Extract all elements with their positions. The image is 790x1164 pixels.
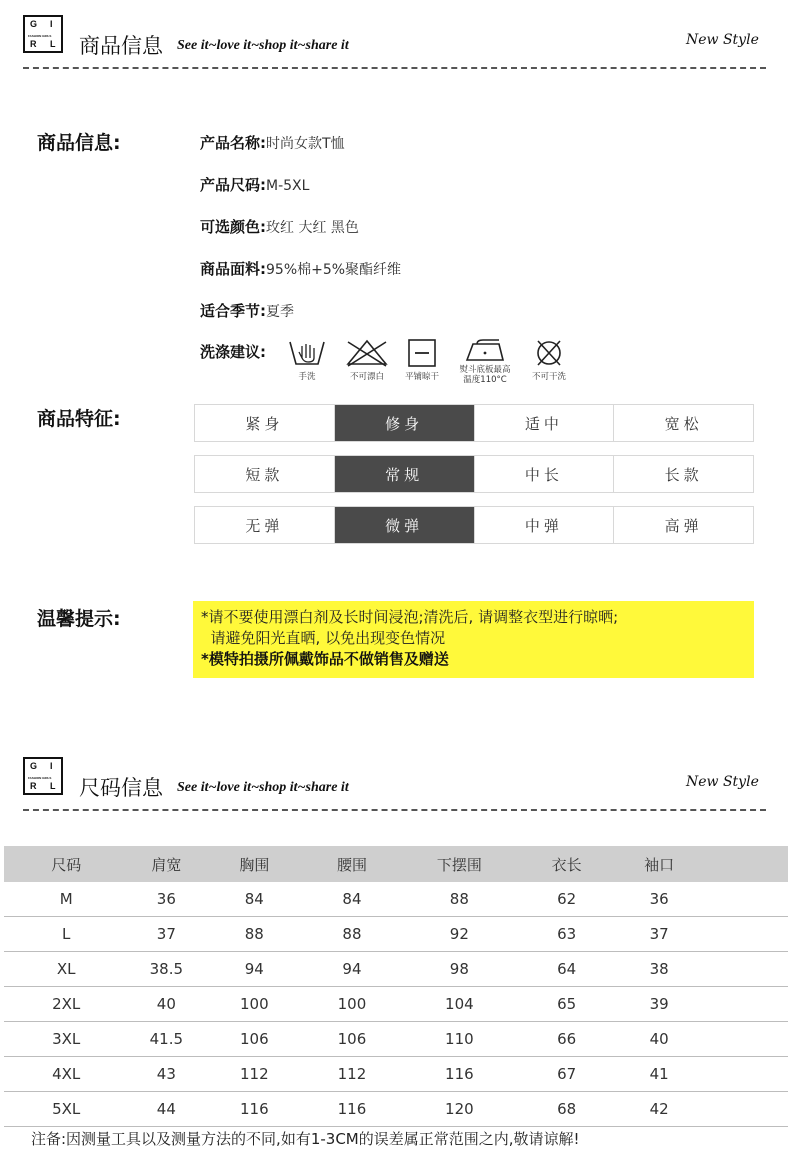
feature-option-selected: 修身 (335, 405, 475, 441)
table-cell: 88 (304, 917, 399, 952)
col-length: 衣长 (519, 846, 614, 882)
table-row (4, 917, 788, 952)
table-cell: 38.5 (128, 952, 204, 987)
table-cell: 2XL (4, 987, 128, 1022)
table-cell: 36 (614, 882, 704, 917)
section-title: 尺码信息 (79, 776, 163, 800)
new-style-mark: New Style (686, 32, 759, 48)
table-cell: 43 (128, 1057, 204, 1092)
table-cell: 104 (400, 987, 520, 1022)
table-cell: 39 (614, 987, 704, 1022)
tips-box (193, 601, 754, 678)
table-cell: 4XL (4, 1057, 128, 1092)
no-dry-clean-icon (533, 338, 565, 368)
section-title: 商品信息 (79, 34, 163, 58)
size-table (4, 846, 788, 1127)
table-cell: 3XL (4, 1022, 128, 1057)
brand-logo: G I FASHION GIRLS R L (23, 15, 63, 53)
care-flat-dry: 平铺晾干 (397, 338, 447, 382)
table-cell: 84 (304, 882, 399, 917)
table-cell: 94 (304, 952, 399, 987)
table-cell: 42 (614, 1092, 704, 1127)
table-cell: 88 (400, 882, 520, 917)
info-row-name: 产品名称:时尚女款T恤 (200, 134, 345, 152)
col-hem: 下摆围 (400, 846, 520, 882)
feature-option-selected: 微弹 (335, 507, 475, 543)
feature-option: 紧身 (195, 405, 335, 441)
table-cell: 68 (519, 1092, 614, 1127)
col-bust: 胸围 (204, 846, 304, 882)
table-cell: 116 (304, 1092, 399, 1127)
table-cell: 41 (614, 1057, 704, 1092)
brand-logo: G I FASHION GIRLS R L (23, 757, 63, 795)
table-cell: 120 (400, 1092, 520, 1127)
hand-wash-icon (288, 338, 326, 368)
care-iron: 熨斗底板最高 温度110°C (454, 338, 516, 385)
table-cell: 40 (614, 1022, 704, 1057)
table-cell: 110 (400, 1022, 520, 1057)
col-cuff: 袖口 (614, 846, 704, 882)
table-row (4, 952, 788, 987)
info-heading: 商品信息: (37, 132, 121, 154)
table-cell: 116 (400, 1057, 520, 1092)
feature-option: 中长 (475, 456, 615, 492)
col-shoulder: 肩宽 (128, 846, 204, 882)
section-divider (23, 67, 766, 69)
table-cell: 67 (519, 1057, 614, 1092)
feature-option: 适中 (475, 405, 615, 441)
table-row (4, 987, 788, 1022)
care-no-bleach: 不可漂白 (341, 338, 393, 382)
table-cell: 92 (400, 917, 520, 952)
info-row-color: 可选颜色:玫红 大红 黑色 (200, 218, 359, 236)
flat-dry-icon (406, 338, 438, 368)
table-cell: 65 (519, 987, 614, 1022)
table-row (4, 1057, 788, 1092)
feature-row-fit (194, 404, 754, 442)
feature-option: 高弹 (664, 516, 703, 535)
slogan: See it~love it~shop it~share it (177, 38, 349, 53)
col-waist: 腰围 (304, 846, 399, 882)
table-cell: 84 (204, 882, 304, 917)
table-header-row (4, 846, 788, 882)
iron-icon (463, 338, 507, 362)
info-row-fabric: 商品面料:95%棉+5%聚酯纤维 (200, 260, 402, 278)
table-cell: 94 (204, 952, 304, 987)
table-cell: 106 (304, 1022, 399, 1057)
care-no-dry-clean: 不可干洗 (524, 338, 574, 382)
table-row (4, 1092, 788, 1127)
table-row (4, 1022, 788, 1057)
table-cell: 36 (128, 882, 204, 917)
table-cell: M (4, 882, 128, 917)
features-heading: 商品特征: (37, 408, 121, 430)
feature-option: 短款 (195, 456, 335, 492)
table-cell: 63 (519, 917, 614, 952)
care-hand-wash: 手洗 (287, 338, 327, 382)
feature-row-length (194, 455, 754, 493)
table-cell: 100 (204, 987, 304, 1022)
table-cell: 44 (128, 1092, 204, 1127)
tip-line: *请不要使用漂白剂及长时间浸泡;清洗后, 请调整衣型进行晾晒; (201, 608, 619, 626)
feature-option: 宽松 (664, 414, 703, 433)
feature-option: 无弹 (195, 507, 335, 543)
table-cell: 40 (128, 987, 204, 1022)
table-cell: 64 (519, 952, 614, 987)
info-row-size: 产品尺码:M-5XL (200, 176, 310, 194)
table-cell: 116 (204, 1092, 304, 1127)
table-cell: 112 (204, 1057, 304, 1092)
col-size: 尺码 (4, 846, 128, 882)
feature-option: 中弹 (475, 507, 615, 543)
table-cell: 106 (204, 1022, 304, 1057)
table-cell: 66 (519, 1022, 614, 1057)
feature-row-stretch (194, 506, 754, 544)
no-bleach-icon (344, 338, 390, 368)
section-divider (23, 809, 766, 811)
table-cell: L (4, 917, 128, 952)
tips-heading: 温馨提示: (37, 608, 121, 630)
table-cell: 88 (204, 917, 304, 952)
table-cell: 37 (128, 917, 204, 952)
table-cell: XL (4, 952, 128, 987)
table-cell: 5XL (4, 1092, 128, 1127)
info-row-care: 洗涤建议: (200, 343, 266, 361)
table-cell: 38 (614, 952, 704, 987)
measurement-note: 注备:因测量工具以及测量方法的不同,如有1-3CM的误差属正常范围之内,敬请谅解! (31, 1130, 580, 1148)
feature-option-selected: 常规 (335, 456, 475, 492)
info-row-season: 适合季节:夏季 (200, 302, 294, 320)
slogan: See it~love it~shop it~share it (177, 780, 349, 795)
table-cell: 62 (519, 882, 614, 917)
table-cell: 112 (304, 1057, 399, 1092)
tip-line: *模特拍摄所佩戴饰品不做销售及赠送 (201, 650, 449, 668)
table-row (4, 882, 788, 917)
tip-line: 请避免阳光直晒, 以免出现变色情况 (201, 629, 446, 647)
table-cell: 100 (304, 987, 399, 1022)
new-style-mark: New Style (686, 774, 759, 790)
feature-option: 长款 (664, 465, 703, 484)
table-cell: 37 (614, 917, 704, 952)
table-cell: 41.5 (128, 1022, 204, 1057)
table-cell: 98 (400, 952, 520, 987)
